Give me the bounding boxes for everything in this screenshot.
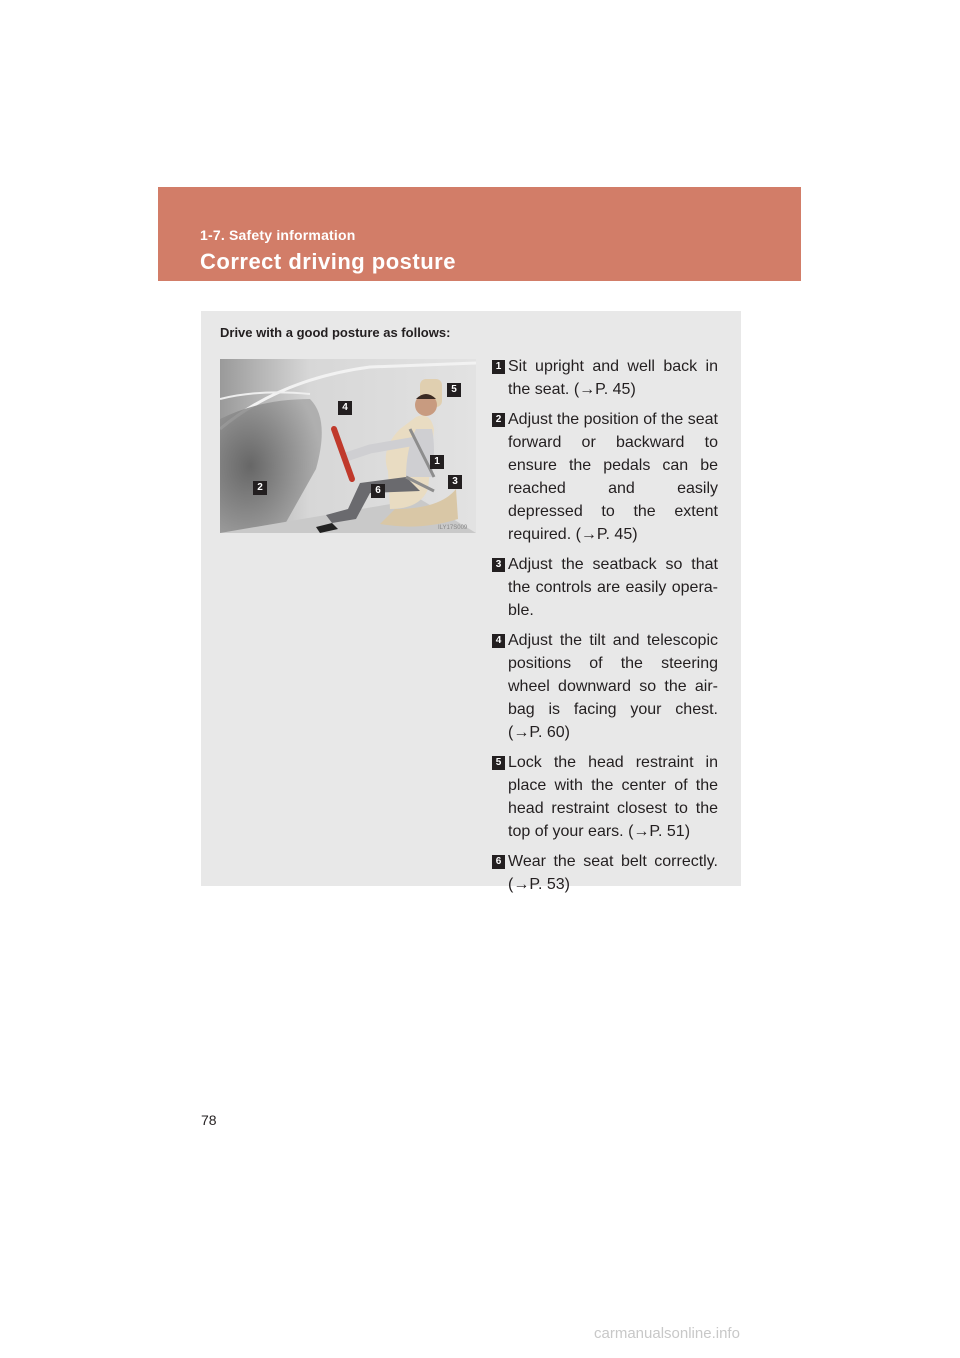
content-box	[201, 311, 741, 893]
section-header-band	[158, 187, 801, 281]
step-text: Adjust the position of the seat forward or backward to ensure the pedals can be reached and easily depressed to the extent required. (→P. 45)	[508, 411, 718, 543]
callout-5: 5	[447, 383, 461, 397]
posture-steps-list	[447, 355, 718, 903]
watermark: carmanualsonline.info	[594, 1325, 740, 1342]
intro-text: Drive with a good posture as follows:	[220, 325, 451, 340]
step-number-badge: 3	[492, 558, 505, 572]
step-text: Wear the seat belt correctly. (→P. 53)	[508, 853, 718, 893]
callout-2: 2	[253, 481, 267, 495]
step-number-badge: 2	[492, 413, 505, 427]
callout-6: 6	[371, 484, 385, 498]
step-number-badge: 6	[492, 855, 505, 869]
image-code: ILY17S009	[438, 525, 468, 531]
driver-seat-drawing	[220, 359, 476, 533]
list-item	[447, 553, 718, 622]
step-number-badge: 1	[492, 360, 505, 374]
list-item	[447, 408, 718, 546]
page-number: 78	[201, 1112, 217, 1128]
page-title: Correct driving posture	[200, 249, 456, 274]
step-text: Adjust the tilt and telescopic positions of the steering wheel downward so the air-bag is facing your chest. (→P. 60)	[508, 632, 718, 741]
step-text: Lock the head restraint in place with the center of the head restraint closest to the top of your ears. (→P. 51)	[508, 754, 718, 840]
step-number-badge: 5	[492, 756, 505, 770]
list-item	[447, 850, 718, 896]
step-text: Adjust the seatback so that the controls are easily opera-ble.	[508, 556, 718, 619]
list-item	[447, 355, 718, 401]
list-item	[447, 751, 718, 843]
step-number-badge: 4	[492, 634, 505, 648]
list-item	[447, 629, 718, 744]
callout-3: 3	[448, 475, 462, 489]
callout-4: 4	[338, 401, 352, 415]
driving-posture-illustration	[220, 359, 476, 533]
section-label: 1-7. Safety information	[200, 227, 356, 243]
callout-1: 1	[430, 455, 444, 469]
step-text: Sit upright and well back in the seat. (→P. 45)	[508, 358, 718, 398]
